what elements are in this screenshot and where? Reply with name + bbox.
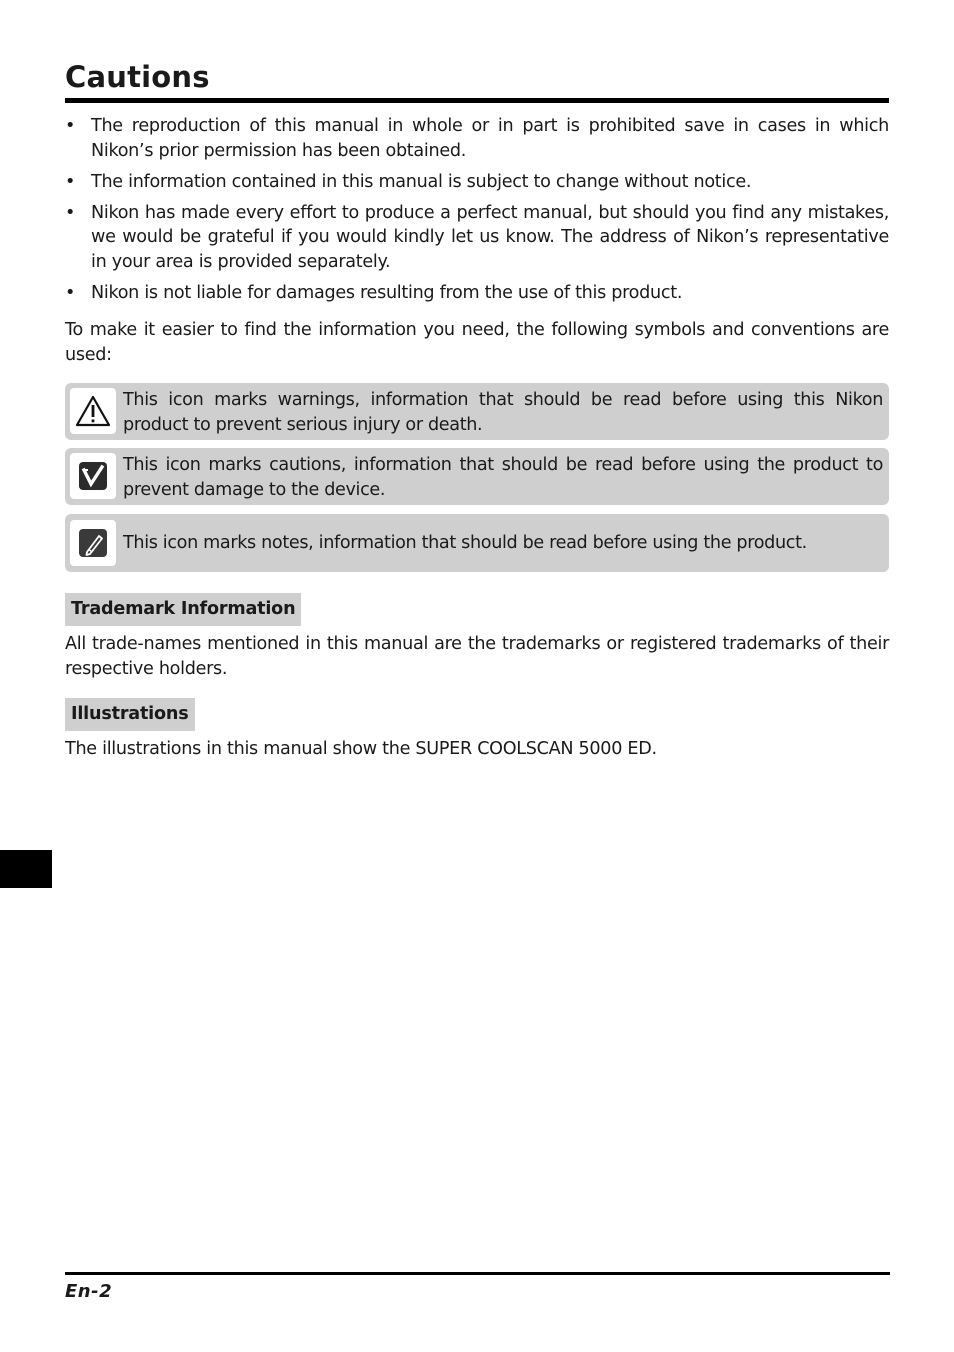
footer-rule	[65, 1272, 890, 1275]
caution-callout	[65, 448, 889, 505]
illustrations-heading: Illustrations	[65, 698, 195, 731]
list-item	[65, 281, 889, 306]
warning-callout	[65, 383, 889, 440]
list-item	[65, 170, 889, 195]
list-item	[65, 114, 889, 163]
cautions-list	[65, 114, 889, 312]
list-item-text: Nikon has made every effort to produce a perfect manual, but should you find any mistakes, we would be grateful if you would kindly let us know. The address of Nikon’s representative in your area is provided separately.	[91, 202, 889, 272]
page-title: Cautions	[65, 60, 210, 94]
illustrations-text: The illustrations in this manual show the SUPER COOLSCAN 5000 ED.	[65, 739, 657, 759]
caution-check-icon	[78, 461, 108, 491]
trademark-heading: Trademark Information	[65, 593, 301, 626]
list-item-text: The reproduction of this manual in whole or in part is prohibited save in cases in which Nikon’s prior permission has been obtained.	[91, 116, 889, 161]
caution-icon-box	[70, 453, 116, 499]
note-icon-box	[70, 520, 116, 566]
note-callout	[65, 514, 889, 572]
list-item-text: Nikon is not liable for damages resulting from the use of this product.	[91, 282, 683, 303]
page-number: En-2	[65, 1281, 113, 1302]
caution-callout-text: This icon marks cautions, information that should be read before using the product to prevent damage to the device.	[123, 455, 883, 500]
warning-callout-text: This icon marks warnings, information that should be read before using this Nikon product to prevent serious injury or death.	[123, 390, 883, 435]
warning-triangle-icon	[74, 394, 112, 428]
bullet-symbol: •	[65, 282, 76, 303]
warning-icon-box	[70, 388, 116, 434]
note-callout-text: This icon marks notes, information that should be read before using the product.	[123, 533, 807, 553]
section-tab-marker	[0, 850, 52, 888]
bullet-symbol: •	[65, 202, 76, 223]
bullet-symbol: •	[65, 171, 76, 192]
bullet-symbol: •	[65, 116, 76, 136]
list-item-text: The information contained in this manual is subject to change without notice.	[91, 171, 752, 192]
note-pencil-icon	[78, 528, 108, 558]
symbols-intro: To make it easier to find the information you need, the following symbols and conventions are used:	[65, 320, 889, 365]
title-rule	[65, 98, 889, 103]
trademark-text: All trade-names mentioned in this manual are the trademarks or registered trademarks of their respective holders.	[65, 634, 889, 679]
list-item	[65, 201, 889, 275]
